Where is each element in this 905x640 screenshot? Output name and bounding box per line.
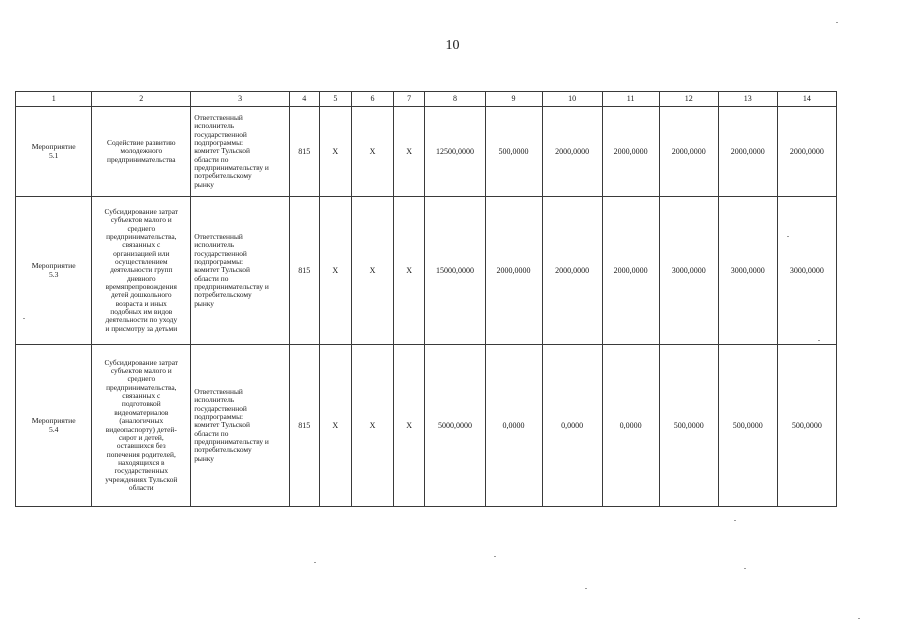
- table-row: [16, 345, 837, 507]
- amount-cell-11: 2000,0000: [602, 197, 659, 345]
- mark-cell-7: Х: [393, 197, 425, 345]
- responsible-cell: [191, 345, 290, 507]
- event-name-cell-line: среднего: [127, 223, 156, 233]
- mark-cell-5: Х: [319, 197, 352, 345]
- total-amount-cell: 12500,0000: [425, 107, 485, 197]
- code-cell: 815: [289, 345, 319, 507]
- header-cell-1: 1: [16, 92, 92, 107]
- amount-cell-11: 0,0000: [602, 345, 659, 507]
- event-name-cell: [92, 107, 191, 197]
- header-cell-5: 5: [319, 92, 352, 107]
- responsible-cell-line: предпринимательству и: [194, 437, 269, 447]
- event-name-cell-line: предпринимательства,: [106, 382, 177, 392]
- code-cell: 815: [289, 197, 319, 345]
- scan-speck: [858, 618, 860, 619]
- event-name-cell-line: дневного: [126, 273, 156, 283]
- amount-cell-14: 3000,0000: [777, 197, 836, 345]
- event-name-cell-line: учреждениях Тульской: [105, 474, 178, 484]
- amount-cell-13: 500,0000: [718, 345, 777, 507]
- responsible-cell-line: потребительскому: [194, 445, 252, 455]
- amount-cell-10: 0,0000: [542, 345, 602, 507]
- event-name-cell: [92, 197, 191, 345]
- header-cell-14: 14: [777, 92, 836, 107]
- event-name-cell-line: субъектов малого и: [110, 215, 172, 225]
- event-cell-line: 5.3: [48, 269, 59, 279]
- responsible-cell-line: области по: [194, 273, 229, 283]
- responsible-cell-line: государственной: [194, 403, 247, 413]
- responsible-cell-line: рынку: [194, 453, 214, 463]
- amount-cell-13: 3000,0000: [718, 197, 777, 345]
- event-cell-line: Мероприятие: [31, 415, 76, 425]
- event-cell-line: 5.1: [48, 150, 59, 160]
- header-cell-12: 12: [659, 92, 718, 107]
- page-number: 10: [445, 38, 460, 53]
- amount-cell-12: 3000,0000: [659, 197, 718, 345]
- event-cell: [16, 345, 92, 507]
- scan-speck: [818, 340, 820, 341]
- amount-cell-12: 2000,0000: [659, 107, 718, 197]
- responsible-cell-line: исполнитель: [194, 395, 235, 405]
- responsible-cell: [191, 197, 290, 345]
- code-cell: 815: [289, 107, 319, 197]
- responsible-cell-line: предпринимательству и: [194, 282, 269, 292]
- event-name-cell-line: предпринимательства: [107, 154, 176, 164]
- responsible-cell-line: рынку: [194, 298, 214, 308]
- amount-cell-9: 500,0000: [485, 107, 542, 197]
- responsible-cell-line: Ответственный: [194, 231, 243, 241]
- event-name-cell-line: видеоматериалов: [114, 407, 169, 417]
- mark-cell-7: Х: [393, 345, 425, 507]
- event-name-cell-line: Субсидирование затрат: [104, 206, 179, 216]
- amount-cell-14: 500,0000: [777, 345, 836, 507]
- event-name-cell-line: связанных с: [122, 240, 161, 250]
- event-name-cell-line: детей дошкольного: [111, 290, 172, 300]
- amount-cell-11: 2000,0000: [602, 107, 659, 197]
- event-name-cell-line: сирот и детей,: [118, 432, 164, 442]
- header-cell-2: 2: [92, 92, 191, 107]
- event-name-cell-line: подготовкой: [121, 399, 161, 409]
- header-cell-3: 3: [191, 92, 290, 107]
- responsible-cell: [191, 107, 290, 197]
- mark-cell-7: Х: [393, 107, 425, 197]
- event-cell-line: 5.4: [48, 424, 59, 434]
- event-name-cell-line: молодежного: [120, 146, 163, 156]
- amount-cell-13: 2000,0000: [718, 107, 777, 197]
- event-name-cell-line: подобных им видов: [110, 307, 173, 317]
- table-row: [16, 107, 837, 197]
- header-row: [16, 92, 837, 107]
- event-cell-line: Мероприятие: [31, 141, 76, 151]
- responsible-cell-line: комитет Тульской: [194, 265, 250, 275]
- event-name-cell-line: деятельности групп: [110, 265, 173, 275]
- program-table: [15, 91, 837, 507]
- header-cell-13: 13: [718, 92, 777, 107]
- event-name-cell: [92, 345, 191, 507]
- responsible-cell-line: области по: [194, 154, 229, 164]
- responsible-cell-line: исполнитель: [194, 240, 235, 250]
- header-cell-8: 8: [425, 92, 485, 107]
- total-amount-cell: 15000,0000: [425, 197, 485, 345]
- event-name-cell-line: организацией или: [113, 248, 170, 258]
- event-name-cell-line: государственных: [114, 466, 169, 476]
- amount-cell-10: 2000,0000: [542, 197, 602, 345]
- mark-cell-5: Х: [319, 345, 352, 507]
- event-cell: [16, 107, 92, 197]
- total-amount-cell: 5000,0000: [425, 345, 485, 507]
- event-name-cell-line: области: [128, 483, 154, 493]
- event-name-cell-line: предпринимательства,: [106, 231, 177, 241]
- header-cell-9: 9: [485, 92, 542, 107]
- responsible-cell-line: комитет Тульской: [194, 146, 250, 156]
- event-name-cell-line: связанных с: [122, 391, 161, 401]
- responsible-cell-line: потребительскому: [194, 290, 252, 300]
- responsible-cell-line: области по: [194, 428, 229, 438]
- responsible-cell-line: Ответственный: [194, 386, 243, 396]
- event-cell: [16, 197, 92, 345]
- event-name-cell-line: времяпрепровождения: [105, 282, 177, 292]
- mark-cell-6: Х: [352, 197, 394, 345]
- event-name-cell-line: осуществлением: [114, 256, 168, 266]
- amount-cell-9: 2000,0000: [485, 197, 542, 345]
- responsible-cell-line: государственной: [194, 248, 247, 258]
- amount-cell-9: 0,0000: [485, 345, 542, 507]
- responsible-cell-line: рынку: [194, 179, 214, 189]
- responsible-cell-line: исполнитель: [194, 121, 235, 131]
- scan-speck: [23, 318, 25, 319]
- header-cell-10: 10: [542, 92, 602, 107]
- event-name-cell-line: находящихся в: [118, 457, 165, 467]
- event-name-cell-line: Содействие развитию: [107, 137, 176, 147]
- amount-cell-12: 500,0000: [659, 345, 718, 507]
- header-cell-11: 11: [602, 92, 659, 107]
- scan-speck: [836, 22, 838, 23]
- mark-cell-6: Х: [352, 345, 394, 507]
- mark-cell-6: Х: [352, 107, 394, 197]
- event-cell-line: Мероприятие: [31, 260, 76, 270]
- responsible-cell-line: подпрограммы:: [194, 256, 244, 266]
- scan-speck: [494, 556, 496, 557]
- mark-cell-5: Х: [319, 107, 352, 197]
- responsible-cell-line: государственной: [194, 129, 247, 139]
- scan-speck: [585, 588, 587, 589]
- responsible-cell-line: потребительскому: [194, 171, 252, 181]
- responsible-cell-line: комитет Тульской: [194, 420, 250, 430]
- event-name-cell-line: (аналогичных: [119, 416, 164, 426]
- amount-cell-14: 2000,0000: [777, 107, 836, 197]
- scan-speck: [314, 562, 316, 563]
- responsible-cell-line: подпрограммы:: [194, 411, 244, 421]
- responsible-cell-line: предпринимательству и: [194, 163, 269, 173]
- header-cell-4: 4: [289, 92, 319, 107]
- responsible-cell-line: подпрограммы:: [194, 137, 244, 147]
- event-name-cell-line: видеопаспорту) детей-: [105, 424, 177, 434]
- header-cell-7: 7: [393, 92, 425, 107]
- scan-speck: [734, 520, 736, 521]
- event-name-cell-line: и присмотру за детьми: [105, 323, 178, 333]
- table-row: [16, 197, 837, 345]
- scan-speck: [787, 236, 789, 237]
- event-name-cell-line: попечения родителей,: [106, 449, 176, 459]
- scan-speck: [744, 568, 746, 569]
- event-name-cell-line: деятельности по уходу: [105, 315, 178, 325]
- event-name-cell-line: Субсидирование затрат: [104, 357, 179, 367]
- header-cell-6: 6: [352, 92, 394, 107]
- responsible-cell-line: Ответственный: [194, 112, 243, 122]
- amount-cell-10: 2000,0000: [542, 107, 602, 197]
- event-name-cell-line: субъектов малого и: [110, 365, 172, 375]
- event-name-cell-line: среднего: [127, 374, 156, 384]
- event-name-cell-line: возраста и иных: [115, 298, 167, 308]
- event-name-cell-line: оставшихся без: [116, 441, 166, 451]
